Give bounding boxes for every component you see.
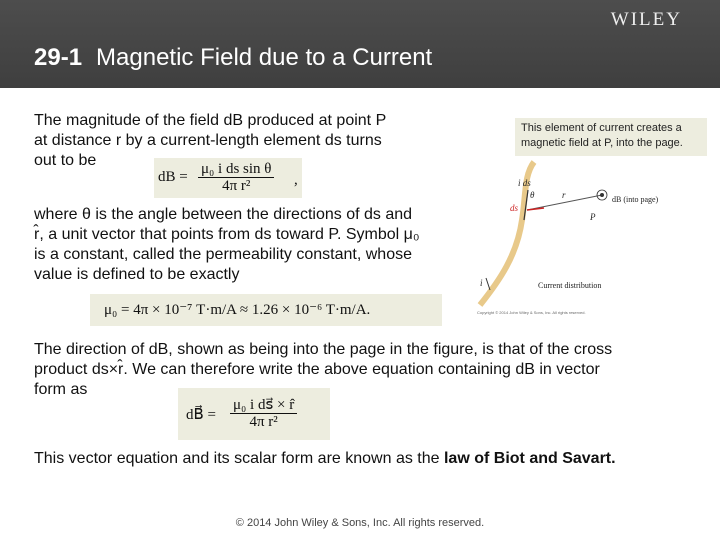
section-number: 29-1 bbox=[34, 44, 83, 71]
label-i-ds: i ds bbox=[518, 178, 531, 188]
equation-scalar-denominator: 4π r² bbox=[222, 178, 251, 194]
label-i: i bbox=[480, 278, 483, 288]
direction-line-3: form as bbox=[34, 381, 88, 398]
figure-copyright: Copyright © 2014 John Wiley & Sons, Inc. All rights reserved. bbox=[477, 310, 586, 315]
angle-line-2: r̂, a unit vector that points from ds toward P. Symbol μ₀ bbox=[34, 226, 420, 243]
intro-line-1: The magnitude of the field dB produced at point P bbox=[34, 112, 387, 129]
angle-line-3: is a constant, called the permeability constant, whose bbox=[34, 246, 412, 263]
label-theta: θ bbox=[530, 190, 535, 200]
direction-line-1: The direction of dB, shown as being into the page in the figure, is that of the cross bbox=[34, 341, 613, 358]
equation-vector-denominator: 4π r² bbox=[249, 414, 278, 430]
wiley-logo: WILEY bbox=[610, 9, 682, 30]
angle-line-4: value is defined to be exactly bbox=[34, 266, 240, 283]
biot-savart-law-name: law of Biot and Savart. bbox=[443, 450, 616, 467]
label-r: r bbox=[562, 190, 566, 200]
equation-vector-numerator: μ₀ i ds⃗ × r̂ bbox=[230, 397, 297, 414]
label-p: P bbox=[590, 212, 596, 222]
angle-line-1: where θ is the angle between the directions of ds and bbox=[34, 206, 413, 223]
label-ds: ds bbox=[510, 203, 519, 213]
r-hat-vector bbox=[527, 208, 544, 210]
equation-scalar-lhs: dB = bbox=[158, 169, 188, 185]
biot-savart-figure bbox=[472, 160, 712, 310]
equation-scalar-numerator: μ₀ i ds sin θ bbox=[198, 161, 274, 178]
biot-savart-prefix: This vector equation and its scalar form are known as the bbox=[34, 450, 444, 467]
equation-scalar-fraction bbox=[198, 161, 274, 194]
current-direction-arrow bbox=[486, 278, 490, 290]
equation-scalar bbox=[154, 158, 302, 198]
point-p-marker bbox=[600, 193, 604, 197]
intro-line-3: out to be bbox=[34, 152, 97, 169]
label-dB: dB (into page) bbox=[612, 195, 659, 204]
equation-vector-lhs: dB⃗ = bbox=[186, 407, 216, 423]
slide-header bbox=[0, 0, 720, 88]
equation-scalar-comma: , bbox=[294, 172, 298, 188]
intro-line-2: at distance r by a current-length element ds turns bbox=[34, 132, 382, 149]
figure-caption: This element of current creates a magnetic field at P, into the page. bbox=[515, 118, 707, 156]
label-current-distribution: Current distribution bbox=[538, 281, 602, 290]
slide-footer: © 2014 John Wiley & Sons, Inc. All rights reserved. bbox=[235, 517, 485, 529]
section-title: Magnetic Field due to a Current bbox=[96, 44, 433, 71]
equation-vector-fraction bbox=[230, 397, 297, 430]
equation-vector bbox=[178, 388, 330, 440]
slide-title bbox=[34, 44, 432, 72]
direction-line-2: product ds×r̂. We can therefore write the above equation containing dB in vector bbox=[34, 361, 600, 378]
biot-savart-paragraph bbox=[34, 449, 616, 469]
angle-paragraph bbox=[34, 205, 420, 285]
equation-permeability: μ₀ = 4π × 10⁻⁷ T·m/A ≈ 1.26 × 10⁻⁶ T·m/A. bbox=[90, 294, 442, 326]
